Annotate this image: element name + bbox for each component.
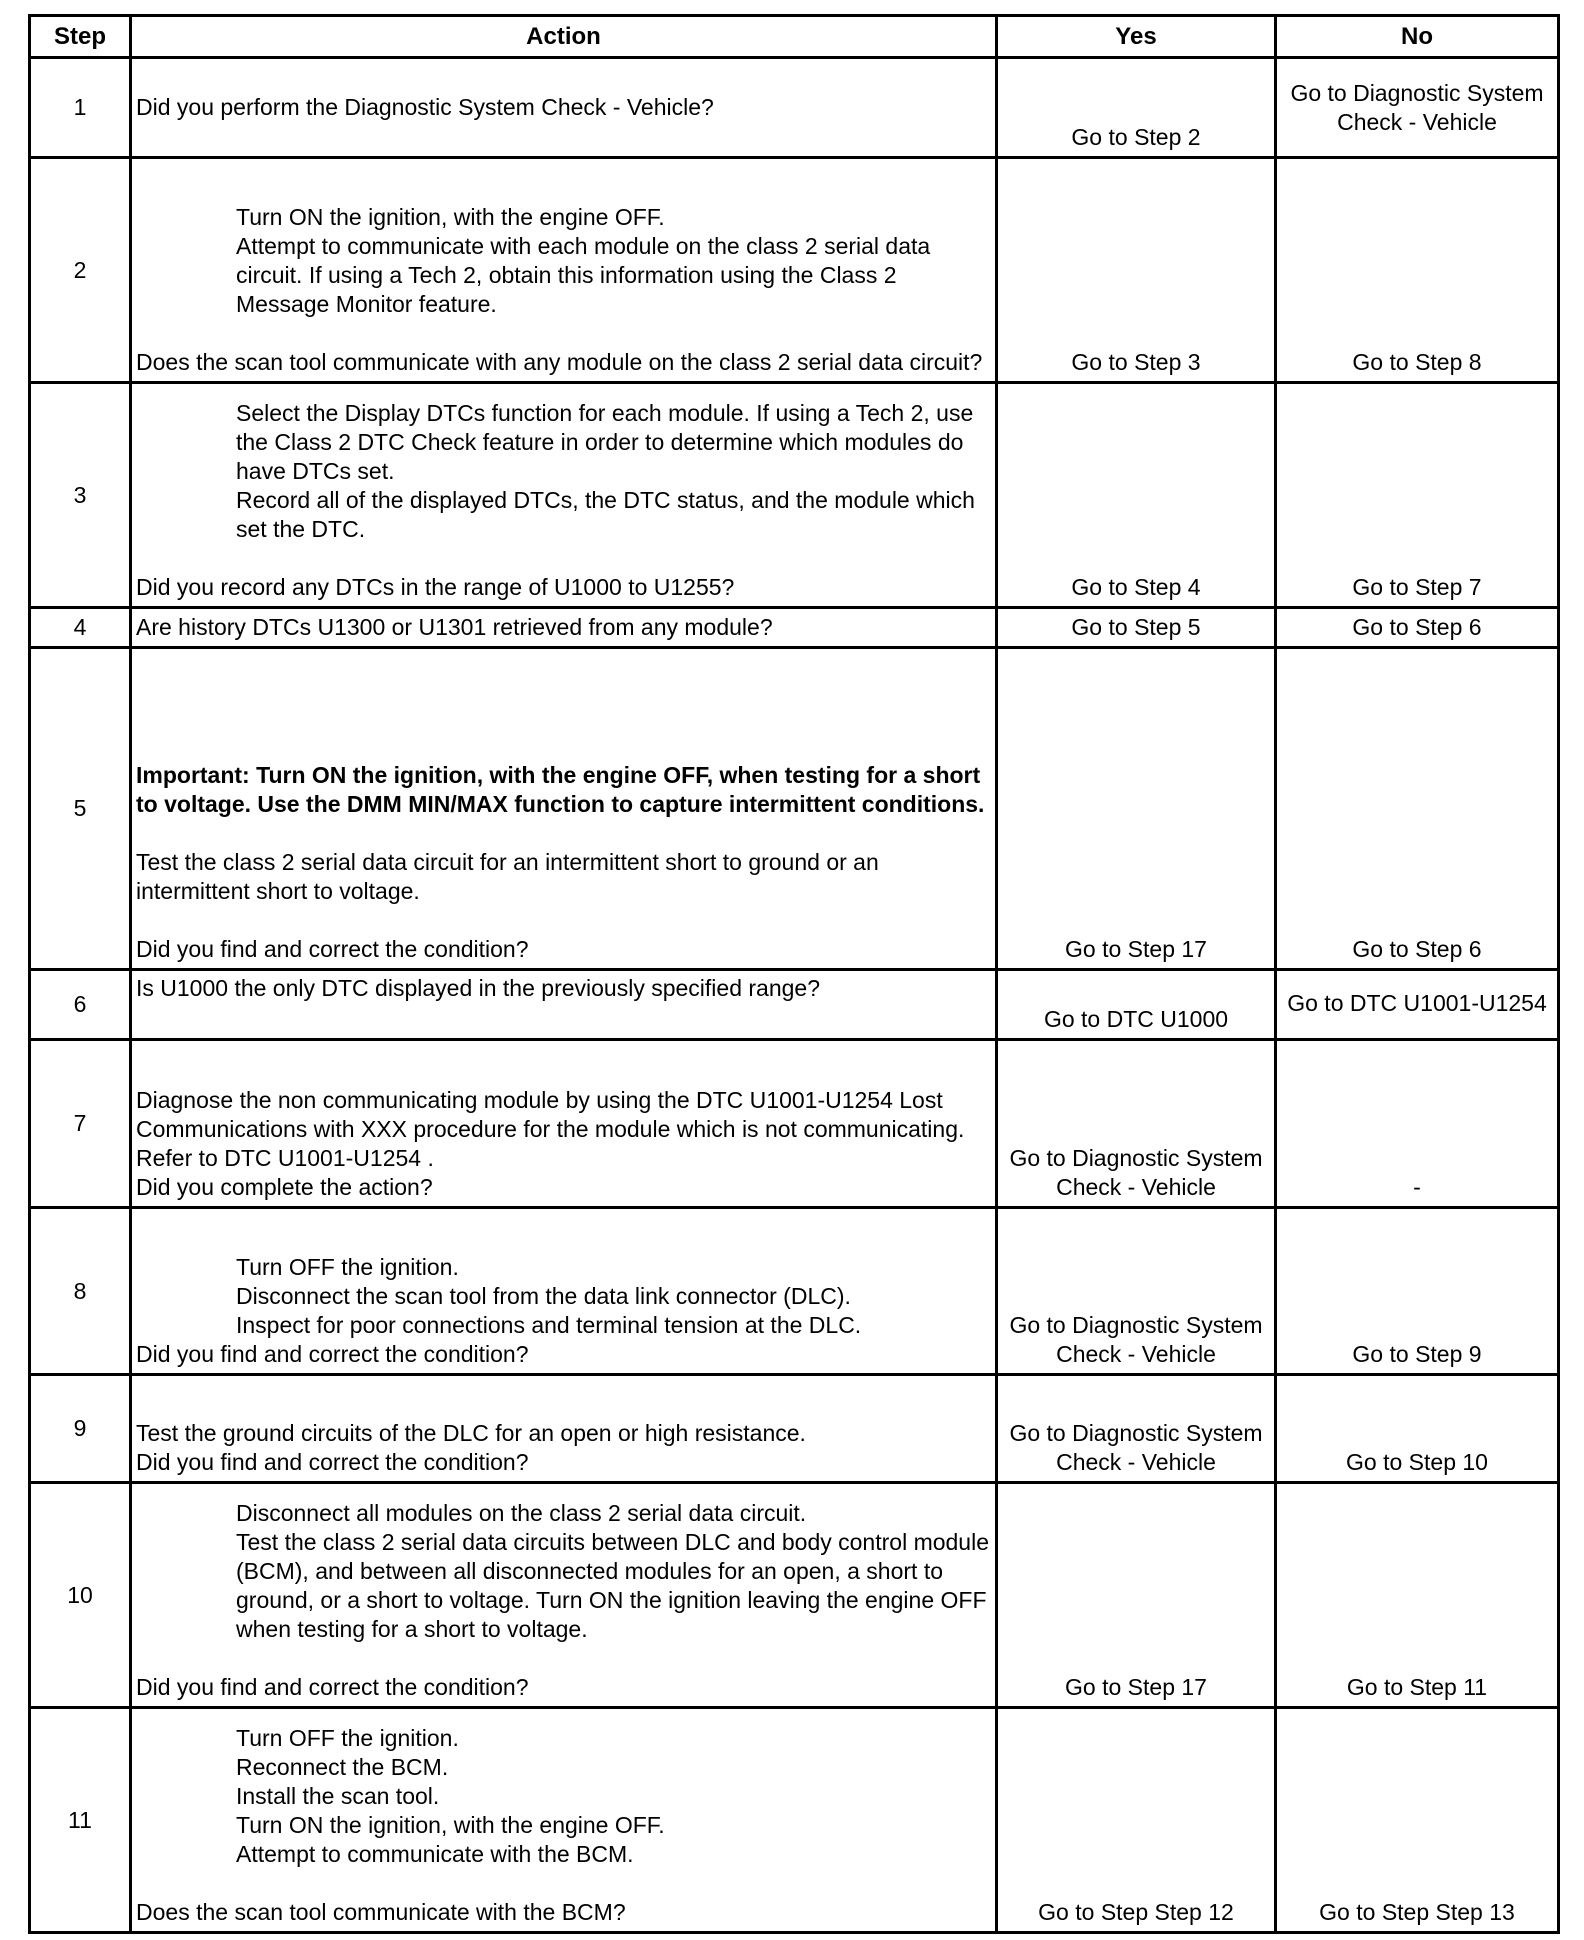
table-row bbox=[30, 1375, 1559, 1483]
action-bullet: Attempt to communicate with each module on the class 2 serial data circuit. If using a Tech 2, obtain this information using the Class 2 Message Monitor feature. bbox=[236, 233, 931, 317]
no-cell: Go to Step 8 bbox=[1276, 158, 1559, 383]
no-cell: Go to Step 7 bbox=[1276, 383, 1559, 608]
no-cell: Go to Step 6 bbox=[1276, 608, 1559, 648]
action-bullet: Turn ON the ignition, with the engine OFF. bbox=[236, 204, 665, 230]
action-bullet: Disconnect all modules on the class 2 serial data circuit. bbox=[236, 1500, 807, 1526]
action-bullet: Turn ON the ignition, with the engine OFF. bbox=[236, 1812, 665, 1838]
action-bullet: Test the class 2 serial data circuits between DLC and body control module (BCM), and between all disconnected modules for an open, a short to ground, or a short to voltage. Turn ON the ignition leaving the engine OFF when testing for a short to voltage. bbox=[236, 1529, 990, 1642]
action-cell bbox=[131, 1375, 997, 1483]
step-number: 7 bbox=[30, 1040, 131, 1208]
action-text: Test the class 2 serial data circuit for an intermittent short to ground or an intermittent short to voltage. bbox=[136, 849, 879, 904]
yes-cell: Go to Step 17 bbox=[997, 1483, 1276, 1708]
no-cell: Go to Step 9 bbox=[1276, 1208, 1559, 1375]
table-row bbox=[30, 58, 1559, 158]
diagnostic-table bbox=[28, 14, 1560, 1934]
header-yes: Yes bbox=[997, 16, 1276, 58]
action-bullet: Turn OFF the ignition. bbox=[236, 1254, 459, 1280]
step-number: 1 bbox=[30, 58, 131, 158]
no-cell: Go to Step 6 bbox=[1276, 648, 1559, 970]
table-row bbox=[30, 1208, 1559, 1375]
yes-cell: Go to Step 2 bbox=[997, 58, 1276, 158]
no-cell: - bbox=[1276, 1040, 1559, 1208]
action-question: Did you find and correct the condition? bbox=[136, 1449, 529, 1475]
action-bullets bbox=[136, 203, 991, 319]
action-question: Did you find and correct the condition? bbox=[136, 1341, 529, 1367]
action-question: Did you perform the Diagnostic System Check - Vehicle? bbox=[136, 93, 714, 120]
table-row bbox=[30, 1483, 1559, 1708]
action-bullet: Record all of the displayed DTCs, the DTC status, and the module which set the DTC. bbox=[236, 487, 975, 542]
step-number: 6 bbox=[30, 970, 131, 1040]
step-number: 2 bbox=[30, 158, 131, 383]
action-cell bbox=[131, 1208, 997, 1375]
yes-cell: Go to Step Step 12 bbox=[997, 1708, 1276, 1933]
action-question: Did you record any DTCs in the range of U1000 to U1255? bbox=[136, 574, 735, 600]
action-cell bbox=[131, 158, 997, 383]
table-row bbox=[30, 1708, 1559, 1933]
important-note: Important: Turn ON the ignition, with the engine OFF, when testing for a short to voltage. Use the DMM MIN/MAX function to capture intermittent conditions. bbox=[136, 762, 985, 817]
yes-cell: Go to Step 3 bbox=[997, 158, 1276, 383]
header-step: Step bbox=[30, 16, 131, 58]
action-bullet: Install the scan tool. bbox=[236, 1783, 440, 1809]
action-bullet: Disconnect the scan tool from the data link connector (DLC). bbox=[236, 1283, 851, 1309]
no-cell: Go to Step 11 bbox=[1276, 1483, 1559, 1708]
yes-cell: Go to Step 4 bbox=[997, 383, 1276, 608]
action-cell bbox=[131, 1483, 997, 1708]
action-question: Are history DTCs U1300 or U1301 retrieved from any module? bbox=[136, 614, 773, 640]
yes-cell: Go to Diagnostic System Check - Vehicle bbox=[997, 1208, 1276, 1375]
table-row bbox=[30, 608, 1559, 648]
action-bullet: Reconnect the BCM. bbox=[236, 1754, 449, 1780]
step-number: 11 bbox=[30, 1708, 131, 1933]
action-bullets bbox=[136, 1499, 991, 1644]
action-bullets bbox=[136, 399, 991, 544]
action-cell bbox=[131, 383, 997, 608]
action-bullet: Select the Display DTCs function for each module. If using a Tech 2, use the Class 2 DTC Check feature in order to determine which modules do have DTCs set. bbox=[236, 400, 974, 484]
action-cell bbox=[131, 970, 997, 1040]
step-number: 10 bbox=[30, 1483, 131, 1708]
header-row bbox=[30, 16, 1559, 58]
action-cell bbox=[131, 58, 997, 158]
yes-cell: Go to Diagnostic System Check - Vehicle bbox=[997, 1375, 1276, 1483]
no-cell: Go to Step 10 bbox=[1276, 1375, 1559, 1483]
action-question: Did you find and correct the condition? bbox=[136, 936, 529, 962]
action-cell bbox=[131, 608, 997, 648]
action-cell bbox=[131, 648, 997, 970]
action-bullet: Attempt to communicate with the BCM. bbox=[236, 1841, 634, 1867]
action-question: Did you complete the action? bbox=[136, 1174, 433, 1200]
step-number: 5 bbox=[30, 648, 131, 970]
action-cell bbox=[131, 1040, 997, 1208]
action-question: Does the scan tool communicate with the BCM? bbox=[136, 1899, 626, 1925]
step-number: 3 bbox=[30, 383, 131, 608]
action-cell bbox=[131, 1708, 997, 1933]
yes-cell: Go to Step 17 bbox=[997, 648, 1276, 970]
action-bullets bbox=[136, 1253, 991, 1340]
table-row bbox=[30, 383, 1559, 608]
table-row bbox=[30, 1040, 1559, 1208]
action-bullet: Turn OFF the ignition. bbox=[236, 1725, 459, 1751]
step-number: 9 bbox=[30, 1375, 131, 1483]
step-number: 8 bbox=[30, 1208, 131, 1375]
header-no: No bbox=[1276, 16, 1559, 58]
yes-cell: Go to Diagnostic System Check - Vehicle bbox=[997, 1040, 1276, 1208]
action-bullet: Inspect for poor connections and terminal tension at the DLC. bbox=[236, 1312, 862, 1338]
no-cell: Go to DTC U1001-U1254 bbox=[1276, 970, 1559, 1040]
yes-cell: Go to DTC U1000 bbox=[997, 970, 1276, 1040]
table-row bbox=[30, 970, 1559, 1040]
step-number: 4 bbox=[30, 608, 131, 648]
header-action: Action bbox=[131, 16, 997, 58]
no-cell: Go to Step Step 13 bbox=[1276, 1708, 1559, 1933]
action-text: Test the ground circuits of the DLC for an open or high resistance. bbox=[136, 1420, 806, 1446]
action-question: Did you find and correct the condition? bbox=[136, 1674, 529, 1700]
yes-cell: Go to Step 5 bbox=[997, 608, 1276, 648]
action-bullets bbox=[136, 1724, 991, 1869]
action-text: Diagnose the non communicating module by using the DTC U1001-U1254 Lost Communications with XXX procedure for the module which is not communicating. Refer to DTC U1001-U1254 . bbox=[136, 1087, 965, 1171]
action-question: Is U1000 the only DTC displayed in the previously specified range? bbox=[136, 975, 820, 1001]
action-question: Does the scan tool communicate with any module on the class 2 serial data circuit? bbox=[136, 349, 983, 375]
no-cell: Go to Diagnostic System Check - Vehicle bbox=[1276, 58, 1559, 158]
table-row bbox=[30, 648, 1559, 970]
table-row bbox=[30, 158, 1559, 383]
